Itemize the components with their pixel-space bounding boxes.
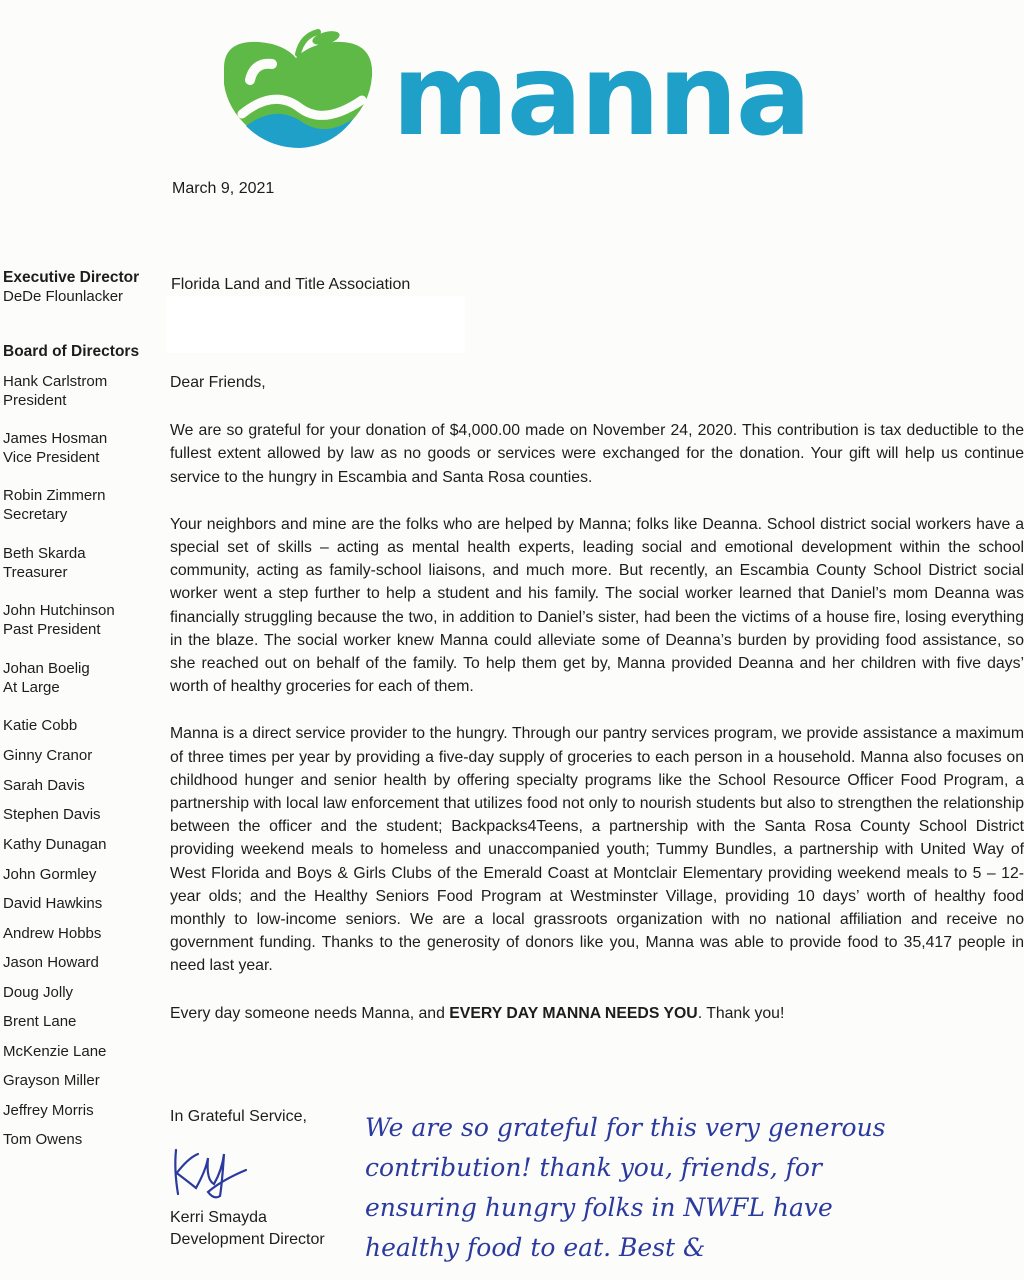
closing-thanks: . Thank you! — [697, 1004, 785, 1022]
body-paragraph: Your neighbors and mine are the folks who are helped by Manna; folks like Deanna. School district social workers have a special set of skills – acting as mental health experts, leading social and emotional development within the school community, acting as family-school liaisons, and much more. But recently, an Escambia County School District social worker went a step further to help a student and his family. The social worker learned that Daniel’s mom Deanna was financially struggling because the two, in addition to Daniel’s sister, had been the victims of a house fire, losing everything in the blaze. The social worker knew Manna could alleviate some of Deanna’s burden by providing food assistance, so she reached out on behalf of the family. To help them get by, Manna provided Deanna and her children with five days’ worth of healthy groceries for each of them. — [170, 515, 1024, 696]
letter-body — [170, 371, 1024, 1025]
board-of-directors-block — [3, 342, 163, 361]
handwritten-line: ensuring hungry folks in NWFL have — [365, 1193, 833, 1222]
officer-name: Robin Zimmern — [3, 487, 106, 504]
officer-role: Vice President — [3, 449, 100, 466]
board-member: Tom Owens — [3, 1131, 83, 1148]
signer-title: Development Director — [170, 1231, 325, 1248]
closing-emphasis: EVERY DAY MANNA NEEDS YOU — [449, 1004, 698, 1022]
apple-heart-icon — [224, 29, 372, 148]
officer-name: Hank Carlstrom — [3, 373, 108, 390]
board-member: Grayson Miller — [3, 1072, 100, 1089]
board-heading: Board of Directors — [3, 343, 140, 360]
officer-role: Secretary — [3, 506, 68, 523]
board-member: Ginny Cranor — [3, 747, 93, 764]
body-paragraph: Manna is a direct service provider to the hungry. Through our pantry services program, we provide assistance a maximum of three times per year by providing a five-day supply of groceries to each person in a household. Manna also focuses on childhood hunger and senior health by offering specialty programs like the School Resource Officer Food Program, a partnership with local law enforcement that utilizes food not only to nourish students but also to strengthen the relationship between the officer and the student; Backpacks4Teens, a partnership with the Santa Rosa County School District providing weekend meals to homeless and unaccompanied youth; Tummy Bundles, a partnership with United Way of West Florida and Boys & Girls Clubs of the Emerald Coast at Montclair Elementary providing weekend meals to 5 – 12-year olds; and the Healthy Seniors Food Program at Westminster Village, providing 10 days’ worth of healthy food monthly to low-income seniors. We are a local grassroots organization with no national affiliation and receive no government funding. Thanks to the generosity of donors like you, Manna was able to provide food to 35,417 people in need last year. — [170, 725, 1024, 975]
officer-name: Johan Boelig — [3, 660, 90, 677]
board-member: Sarah Davis — [3, 777, 85, 794]
recipient-name: Florida Land and Title Association — [171, 276, 411, 293]
closing-line — [170, 1002, 1024, 1025]
officer-entry — [3, 486, 163, 524]
executive-director-name: DeDe Flounlacker — [3, 288, 124, 305]
officer-entry — [3, 429, 163, 467]
handwritten-note — [365, 1108, 1024, 1268]
officer-role: Past President — [3, 621, 101, 638]
signer-block — [170, 1207, 325, 1251]
salutation: Dear Friends, — [170, 374, 266, 391]
officer-entry — [3, 544, 163, 582]
board-member: McKenzie Lane — [3, 1043, 107, 1060]
board-member: Jason Howard — [3, 954, 99, 971]
board-member: Kathy Dunagan — [3, 836, 107, 853]
officer-entry — [3, 659, 163, 697]
officer-role: At Large — [3, 679, 60, 696]
manna-logo — [214, 28, 824, 158]
officer-name: John Hutchinson — [3, 602, 115, 619]
executive-director-block — [3, 268, 163, 306]
officer-entry — [3, 372, 163, 410]
manna-wordmark: manna — [392, 31, 810, 158]
officer-role: President — [3, 392, 67, 409]
signature-image — [162, 1140, 252, 1202]
board-member: Stephen Davis — [3, 806, 101, 823]
board-member: Doug Jolly — [3, 984, 74, 1001]
handwritten-line: contribution! thank you, friends, for — [365, 1153, 822, 1182]
board-member: Brent Lane — [3, 1013, 77, 1030]
officer-name: Beth Skarda — [3, 545, 86, 562]
board-member: John Gormley — [3, 866, 97, 883]
handwritten-line: healthy food to eat. Best & — [365, 1233, 706, 1262]
officer-name: James Hosman — [3, 430, 108, 447]
closing-text: Every day someone needs Manna, and — [170, 1004, 450, 1022]
board-member: Andrew Hobbs — [3, 925, 102, 942]
officer-role: Treasurer — [3, 564, 68, 581]
handwritten-line: We are so grateful for this very generous — [365, 1113, 886, 1142]
sign-off: In Grateful Service, — [170, 1108, 307, 1125]
board-member: Katie Cobb — [3, 717, 78, 734]
board-member: David Hawkins — [3, 895, 103, 912]
body-paragraph: We are so grateful for your donation of $4,000.00 made on November 24, 2020. This contribution is tax deductible to the fullest extent allowed by law as no goods or services were exchanged for the donation. Your gift will help us continue service to the hungry in Escambia and Santa Rosa counties. — [170, 422, 1024, 486]
officer-entry — [3, 601, 163, 639]
board-member: Jeffrey Morris — [3, 1102, 94, 1119]
executive-director-heading: Executive Director — [3, 269, 140, 286]
redacted-address-box — [166, 296, 465, 353]
signer-name: Kerri Smayda — [170, 1209, 267, 1226]
letter-date: March 9, 2021 — [172, 180, 275, 197]
